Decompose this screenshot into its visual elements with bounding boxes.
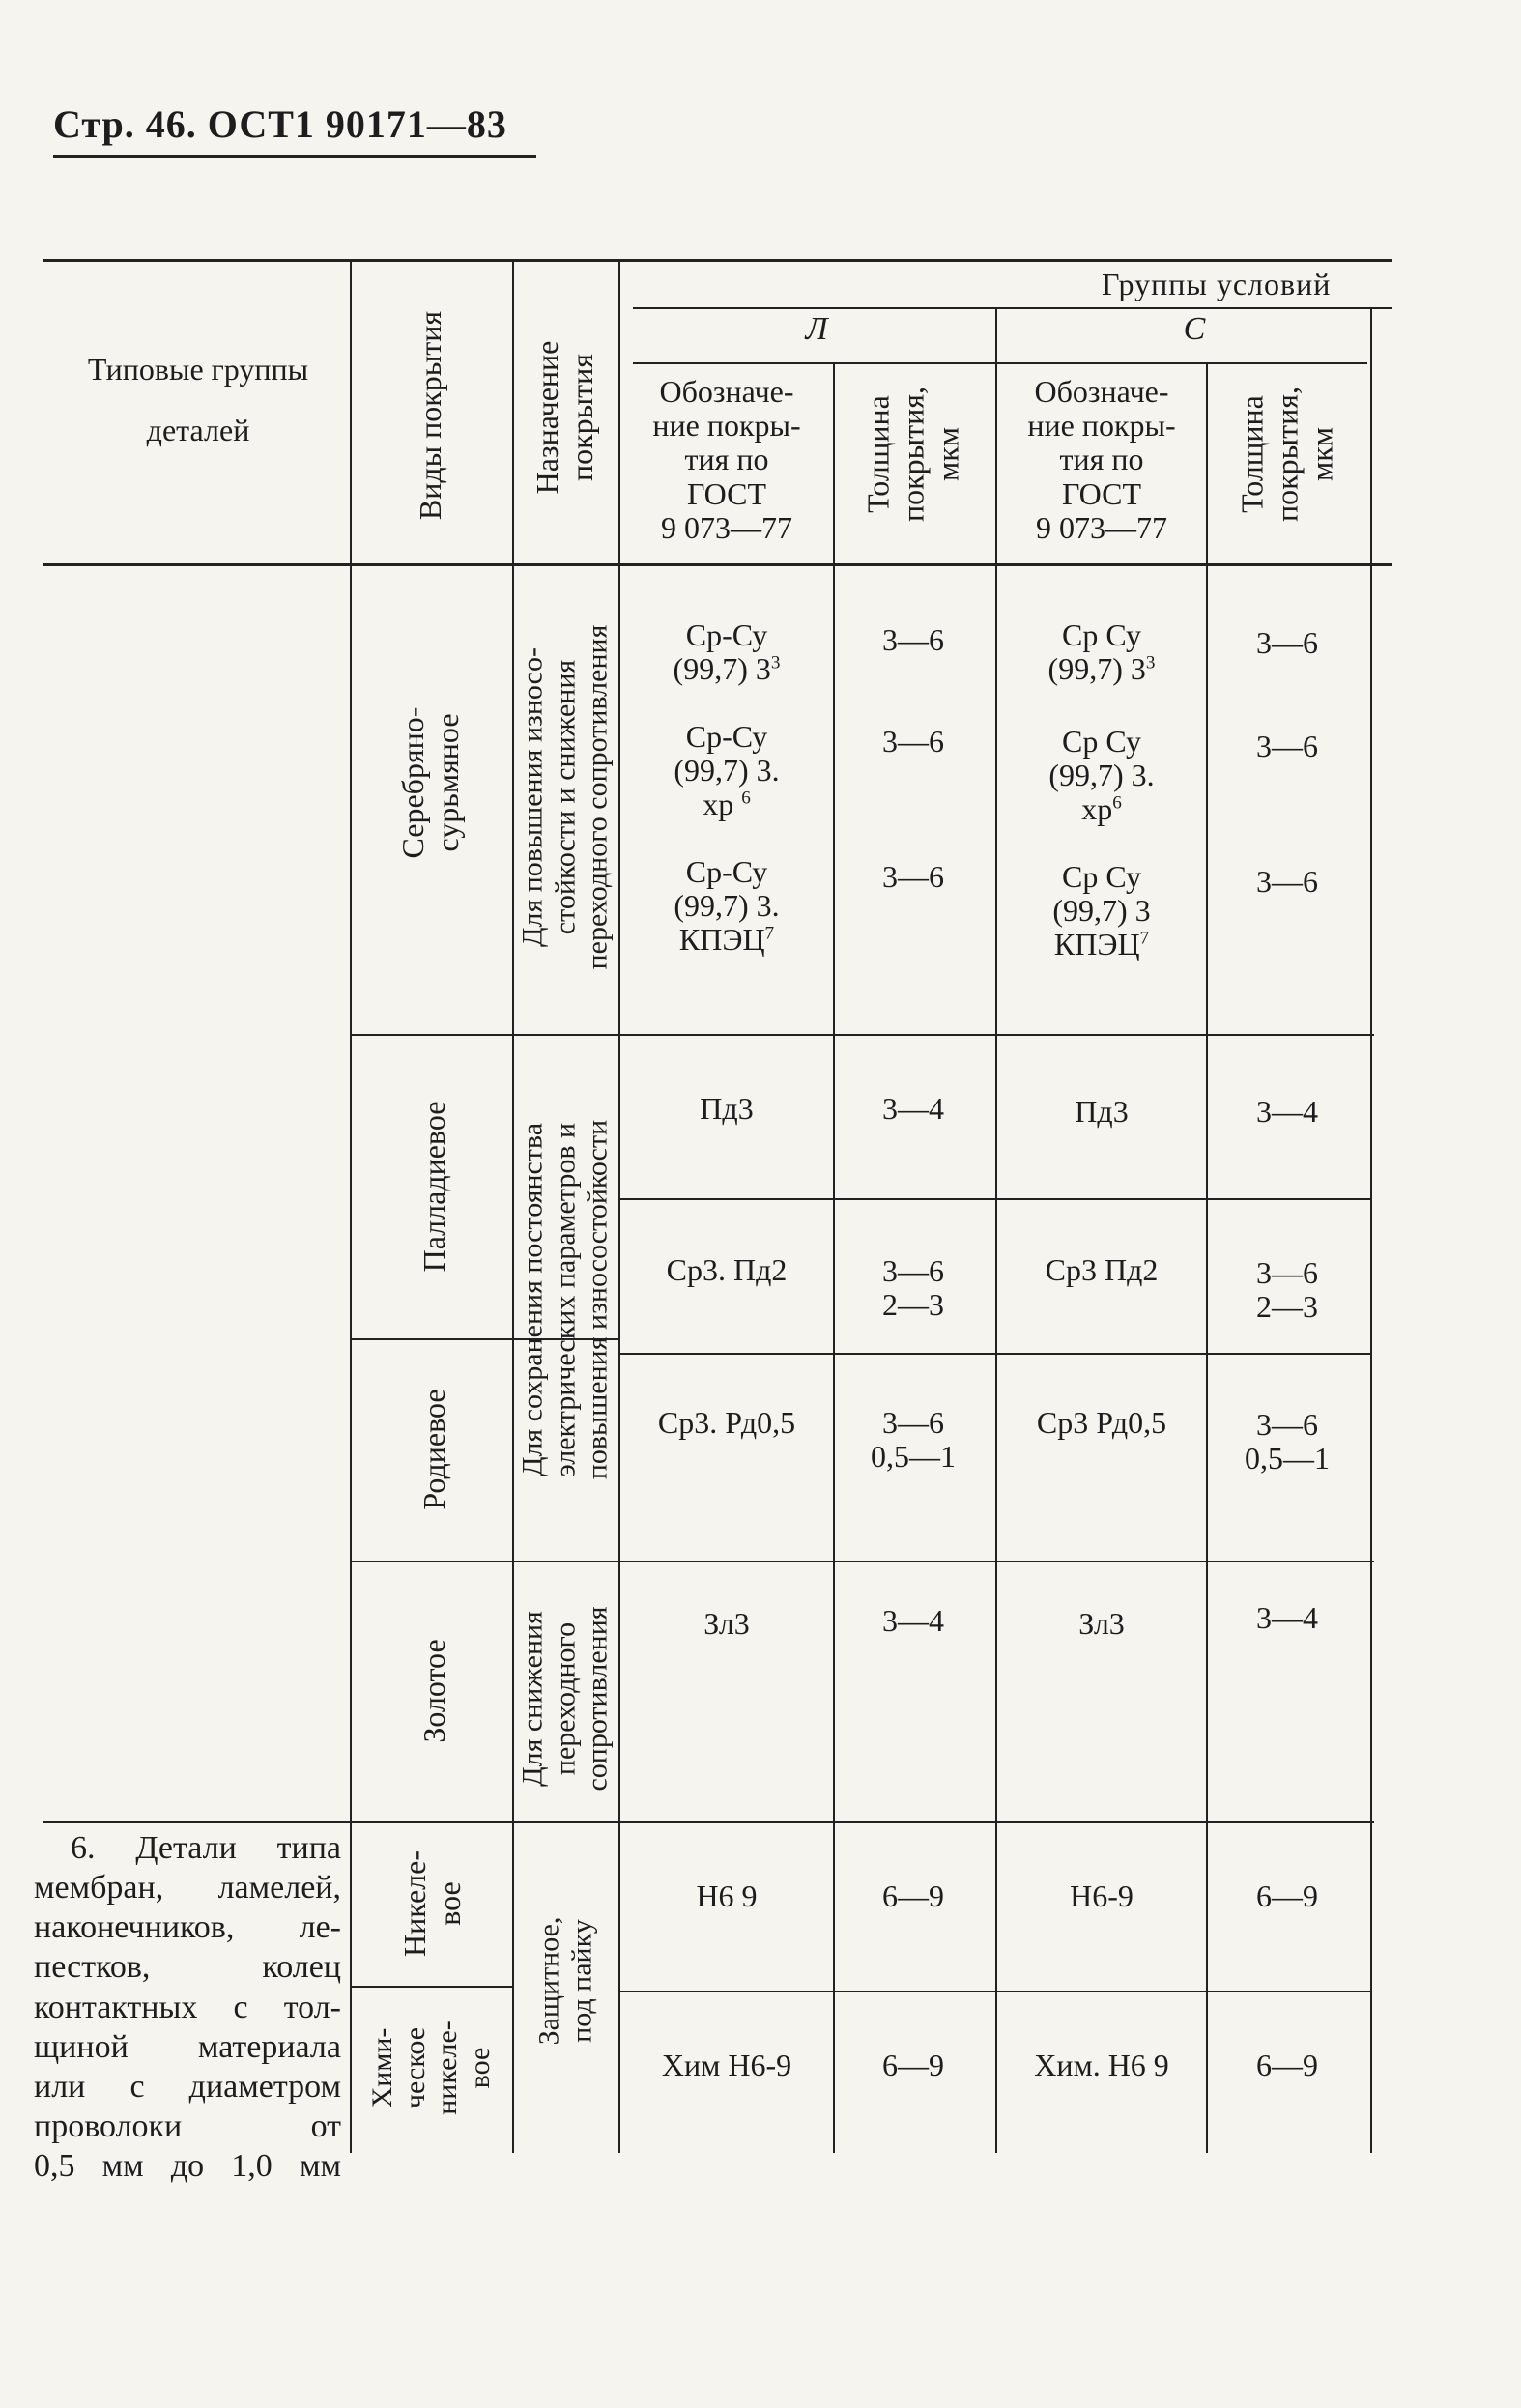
- coating-gold: Золотое: [416, 1639, 452, 1743]
- table-row-7-L-thickness: 3—4: [882, 1603, 944, 1638]
- sep-pd1: [618, 1198, 1372, 1200]
- header-S-thickness: Толщина покрытия, мкм: [1234, 387, 1338, 522]
- table-row-7-L-designation: Зл3: [703, 1606, 750, 1641]
- header-S-designation: Обозначе- ние покры- тия по ГОСТ 9 073—77: [1027, 374, 1176, 545]
- sep-ni: [350, 1986, 512, 1988]
- purpose-wear-resistance: Для повышения износо- стойкости и снижения переходного сопротивления: [516, 624, 614, 970]
- table-row-8-S-thickness: 6—9: [1256, 1878, 1318, 1913]
- table-row-4-S-designation: Пд3: [1075, 1094, 1129, 1129]
- vline-purpose: [618, 259, 620, 2153]
- table-row-2-S-thickness: 3—6: [1256, 729, 1318, 763]
- coating-palladium: Палладиевое: [416, 1101, 452, 1273]
- sep-au: [43, 1821, 1374, 1823]
- table-row-4-L-thickness: 3—4: [882, 1091, 944, 1126]
- table-row-6-S-designation: Ср3 Рд0,5: [1036, 1405, 1167, 1440]
- table-row-6-L-thickness: 3—6 0,5—1: [871, 1405, 956, 1475]
- purpose-resistance: Для снижения переходного сопротивления: [516, 1606, 614, 1792]
- header-L-designation: Обозначе- ние покры- тия по ГОСТ 9 073—77: [652, 374, 801, 545]
- table-row-3-S-thickness: 3—6: [1256, 864, 1318, 899]
- vline-coating: [512, 259, 514, 2153]
- table-row-6-L-designation: Ср3. Рд0,5: [657, 1405, 796, 1440]
- header-coating-type: Виды покрытия: [413, 310, 448, 521]
- table-row-3-S-designation: Ср Су (99,7) 3 КПЭЦ$^7$: [1052, 859, 1151, 962]
- table-row-4-L-designation: Пд3: [700, 1091, 754, 1126]
- table-row-7-S-thickness: 3—4: [1256, 1600, 1318, 1635]
- purpose-protective: Защитное, под пайку: [532, 1916, 597, 2046]
- header-group-S: С: [1183, 311, 1206, 347]
- header-conditions: Группы условий: [1102, 267, 1332, 301]
- page-header: Стр. 46. ОСТ1 90171—83: [53, 102, 507, 146]
- sep-rh: [350, 1561, 1374, 1562]
- table-row-2-L-thickness: 3—6: [882, 724, 944, 759]
- groups-rule: [633, 362, 1367, 364]
- table-row-8-S-designation: Н6-9: [1070, 1878, 1134, 1913]
- table-row-4-S-thickness: 3—4: [1256, 1094, 1318, 1129]
- vline-L-des: [833, 362, 835, 2153]
- table-row-9-L-designation: Хим Н6-9: [661, 2048, 792, 2082]
- vline-S-des: [1206, 362, 1208, 2153]
- coating-silver-antimony: Серебряно- сурьмяное: [395, 706, 465, 859]
- table-row-7-S-designation: Зл3: [1078, 1606, 1125, 1641]
- table-row-8-L-thickness: 6—9: [882, 1878, 944, 1913]
- table-row-6-S-thickness: 3—6 0,5—1: [1245, 1407, 1330, 1476]
- purpose-constancy: Для сохранения постоянства электрических параметров и повышения износостойкости: [516, 1119, 614, 1480]
- coating-chem-nickel: Хими- ческое никеле- вое: [365, 2021, 496, 2115]
- coating-nickel: Никеле- вое: [397, 1849, 467, 1958]
- table-row-9-S-thickness: 6—9: [1256, 2048, 1318, 2082]
- header-L-thickness: Толщина покрытия, мкм: [860, 387, 964, 522]
- table-row-5-L-thickness: 3—6 2—3: [882, 1253, 944, 1323]
- table-row-9-L-thickness: 6—9: [882, 2048, 944, 2082]
- table-row-2-L-designation: Ср-Су (99,7) 3. хр $^6$: [674, 719, 780, 822]
- table-top-rule: [43, 259, 1392, 262]
- header-group-L: Л: [805, 311, 828, 347]
- coating-rhodium: Родиевое: [416, 1389, 452, 1510]
- sep-silver: [350, 1034, 1374, 1036]
- table-row-9-S-designation: Хим. Н6 9: [1034, 2048, 1169, 2082]
- table-row-5-S-thickness: 3—6 2—3: [1256, 1255, 1318, 1325]
- sep-pd3: [618, 1353, 1372, 1355]
- table-row-3-L-thickness: 3—6: [882, 859, 944, 894]
- table-row-2-S-designation: Ср Су (99,7) 3. $хр^6$: [1048, 724, 1155, 827]
- table-row-8-L-designation: Н6 9: [696, 1878, 758, 1913]
- conditions-rule: [633, 307, 1392, 309]
- table-row-1-S-thickness: 3—6: [1256, 625, 1318, 660]
- table-row-1-L-designation: Ср-Су (99,7) $3^3$: [673, 617, 781, 687]
- vline-L-S: [995, 307, 997, 2153]
- sep-ni2: [618, 1991, 1372, 1992]
- header-underline: [53, 155, 536, 158]
- vline-typegroup: [350, 259, 352, 2153]
- table-row-5-L-designation: Ср3. Пд2: [666, 1252, 788, 1287]
- table-row-5-S-designation: Ср3 Пд2: [1045, 1252, 1159, 1287]
- header-bottom-rule: [43, 563, 1392, 566]
- vline-right: [1370, 307, 1372, 2153]
- table-row-1-S-designation: Ср Су (99,7) $3^3$: [1047, 617, 1156, 687]
- header-part-groups: Типовые группы деталей: [87, 352, 309, 448]
- header-purpose: Назначение покрытия: [530, 340, 599, 495]
- group6-description: 6. Детали типа мембран, ламелей, наконечников, ле- пестков, колец контактных с тол- щиной материала или с диаметром проволоки от 0,5 мм до 1,0 мм: [34, 1830, 341, 2184]
- table-row-1-L-thickness: 3—6: [882, 622, 944, 657]
- table-row-3-L-designation: Ср-Су (99,7) 3. КПЭЦ$^7$: [674, 854, 780, 958]
